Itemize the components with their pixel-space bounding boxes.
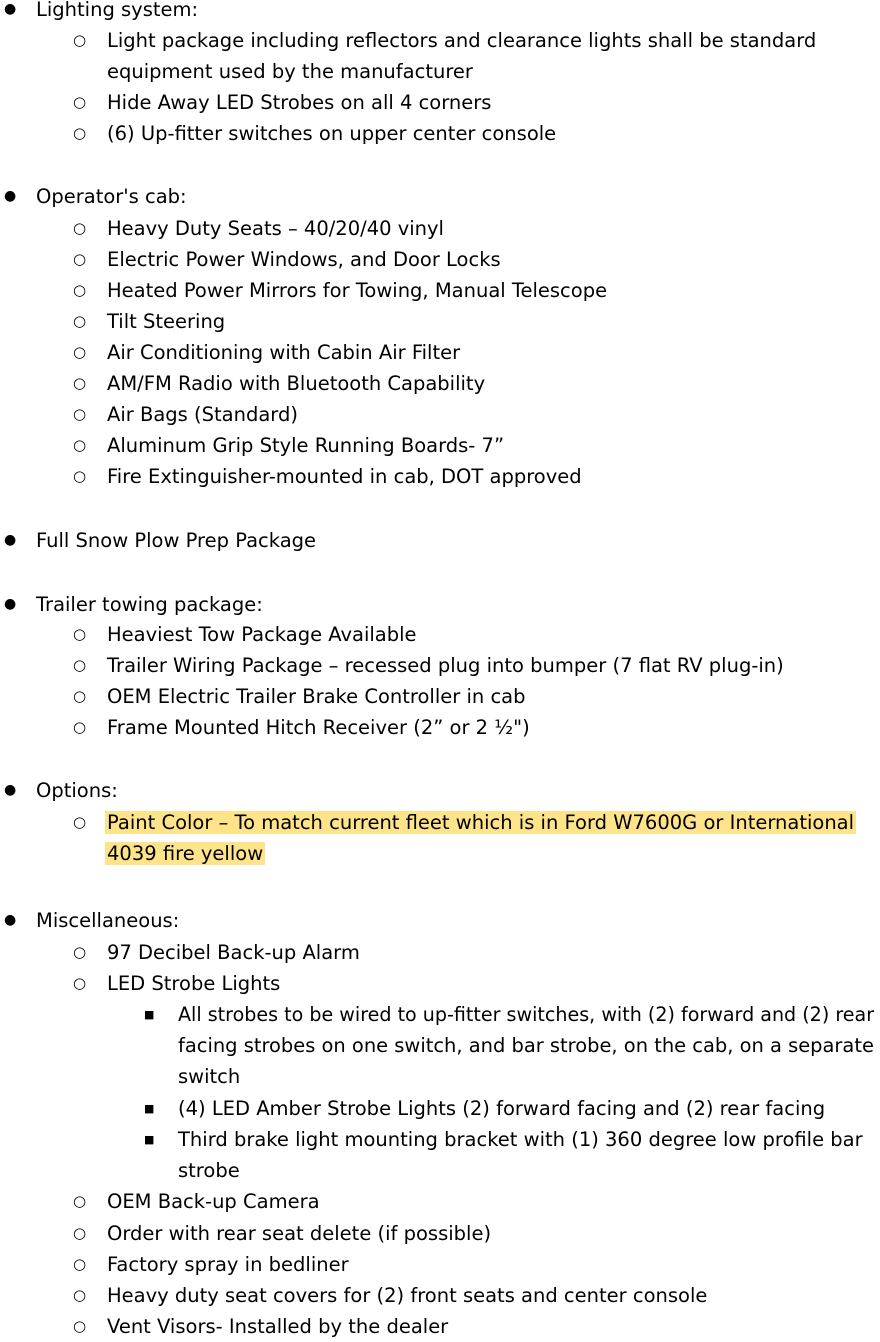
list-item-text: Full Snow Plow Prep Package xyxy=(36,529,317,552)
list-item-text: Air Bags (Standard) xyxy=(107,403,298,426)
list-item-text: Third brake light mounting bracket with (1) 360 degree low profile bar xyxy=(178,1128,863,1151)
list-item-text: Heavy Duty Seats – 40/20/40 vinyl xyxy=(107,217,444,240)
list-item-text: All strobes to be wired to up-fitter switches, with (2) forward and (2) rear xyxy=(178,1003,875,1026)
list-bullet-icon: ○ xyxy=(73,374,87,392)
list-bullet-icon: ■ xyxy=(144,1008,155,1021)
list-bullet-icon: ○ xyxy=(73,625,87,643)
list-item-text: Fire Extinguisher-mounted in cab, DOT approved xyxy=(107,465,582,488)
list-bullet-icon: ○ xyxy=(73,93,87,111)
list-item-text: Order with rear seat delete (if possible) xyxy=(107,1222,492,1245)
list-item-text: Trailer towing package: xyxy=(36,593,263,616)
list-bullet-icon: ○ xyxy=(73,124,87,142)
list-item-text: Frame Mounted Hitch Receiver (2” or 2 ½") xyxy=(107,716,530,739)
list-item-text: OEM Back-up Camera xyxy=(107,1190,320,1213)
list-item-text: equipment used by the manufacturer xyxy=(107,60,473,83)
list-item-text: Miscellaneous: xyxy=(36,909,180,932)
list-item-text: Hide Away LED Strobes on all 4 corners xyxy=(107,91,492,114)
highlighted-text: 4039 fire yellow xyxy=(107,842,264,865)
list-bullet-icon: ○ xyxy=(73,1317,87,1335)
list-bullet-icon: ● xyxy=(4,532,17,548)
list-item-text: LED Strobe Lights xyxy=(107,972,281,995)
highlighted-text: Paint Color – To match current fleet which is in Ford W7600G or International xyxy=(107,811,855,834)
list-bullet-icon: ○ xyxy=(73,718,87,736)
list-item-text xyxy=(107,838,265,869)
list-item-text: 97 Decibel Back-up Alarm xyxy=(107,941,360,964)
list-item-text: facing strobes on one switch, and bar strobe, on the cab, on a separate xyxy=(178,1034,874,1057)
list-bullet-icon: ○ xyxy=(73,343,87,361)
list-item-text: Heated Power Mirrors for Towing, Manual Telescope xyxy=(107,279,608,302)
list-item-text: Trailer Wiring Package – recessed plug into bumper (7 flat RV plug-in) xyxy=(107,654,784,677)
list-bullet-icon: ○ xyxy=(73,467,87,485)
list-bullet-icon: ○ xyxy=(73,31,87,49)
list-item-text: Vent Visors- Installed by the dealer xyxy=(107,1315,449,1338)
list-bullet-icon: ○ xyxy=(73,974,87,992)
list-bullet-icon: ● xyxy=(4,596,17,612)
list-bullet-icon: ○ xyxy=(73,687,87,705)
list-bullet-icon: ■ xyxy=(144,1133,155,1146)
list-bullet-icon: ● xyxy=(4,782,17,798)
list-item-text: AM/FM Radio with Bluetooth Capability xyxy=(107,372,486,395)
list-bullet-icon: ■ xyxy=(144,1102,155,1115)
list-item-text: Electric Power Windows, and Door Locks xyxy=(107,248,501,271)
list-item-text: Aluminum Grip Style Running Boards- 7” xyxy=(107,434,505,457)
list-bullet-icon: ○ xyxy=(73,312,87,330)
list-bullet-icon: ○ xyxy=(73,436,87,454)
list-bullet-icon: ○ xyxy=(73,405,87,423)
list-item-text: Options: xyxy=(36,779,118,802)
list-item-text: Light package including reflectors and clearance lights shall be standard xyxy=(107,29,817,52)
list-bullet-icon: ○ xyxy=(73,281,87,299)
list-bullet-icon: ○ xyxy=(73,1192,87,1210)
list-bullet-icon: ○ xyxy=(73,250,87,268)
list-bullet-icon: ○ xyxy=(73,943,87,961)
list-bullet-icon: ○ xyxy=(73,1224,87,1242)
list-bullet-icon: ● xyxy=(4,1,17,17)
list-item-text xyxy=(107,807,856,838)
list-item-text: switch xyxy=(178,1065,241,1088)
list-bullet-icon: ○ xyxy=(73,1286,87,1304)
list-bullet-icon: ● xyxy=(4,188,17,204)
list-item-text: Factory spray in bedliner xyxy=(107,1253,349,1276)
list-item-text: Air Conditioning with Cabin Air Filter xyxy=(107,341,461,364)
list-item-text: strobe xyxy=(178,1159,240,1182)
list-bullet-icon: ○ xyxy=(73,813,87,831)
list-item-text: Heaviest Tow Package Available xyxy=(107,623,417,646)
list-item-text: Operator's cab: xyxy=(36,185,187,208)
list-bullet-icon: ● xyxy=(4,912,17,928)
list-item-text: Heavy duty seat covers for (2) front seats and center console xyxy=(107,1284,708,1307)
list-item-text: Lighting system: xyxy=(36,0,199,21)
list-item-text: (4) LED Amber Strobe Lights (2) forward facing and (2) rear facing xyxy=(178,1097,826,1120)
list-item-text: Tilt Steering xyxy=(107,310,226,333)
list-item-text: OEM Electric Trailer Brake Controller in cab xyxy=(107,685,526,708)
list-item-text: (6) Up-fitter switches on upper center console xyxy=(107,122,557,145)
list-bullet-icon: ○ xyxy=(73,656,87,674)
list-bullet-icon: ○ xyxy=(73,1255,87,1273)
list-bullet-icon: ○ xyxy=(73,219,87,237)
